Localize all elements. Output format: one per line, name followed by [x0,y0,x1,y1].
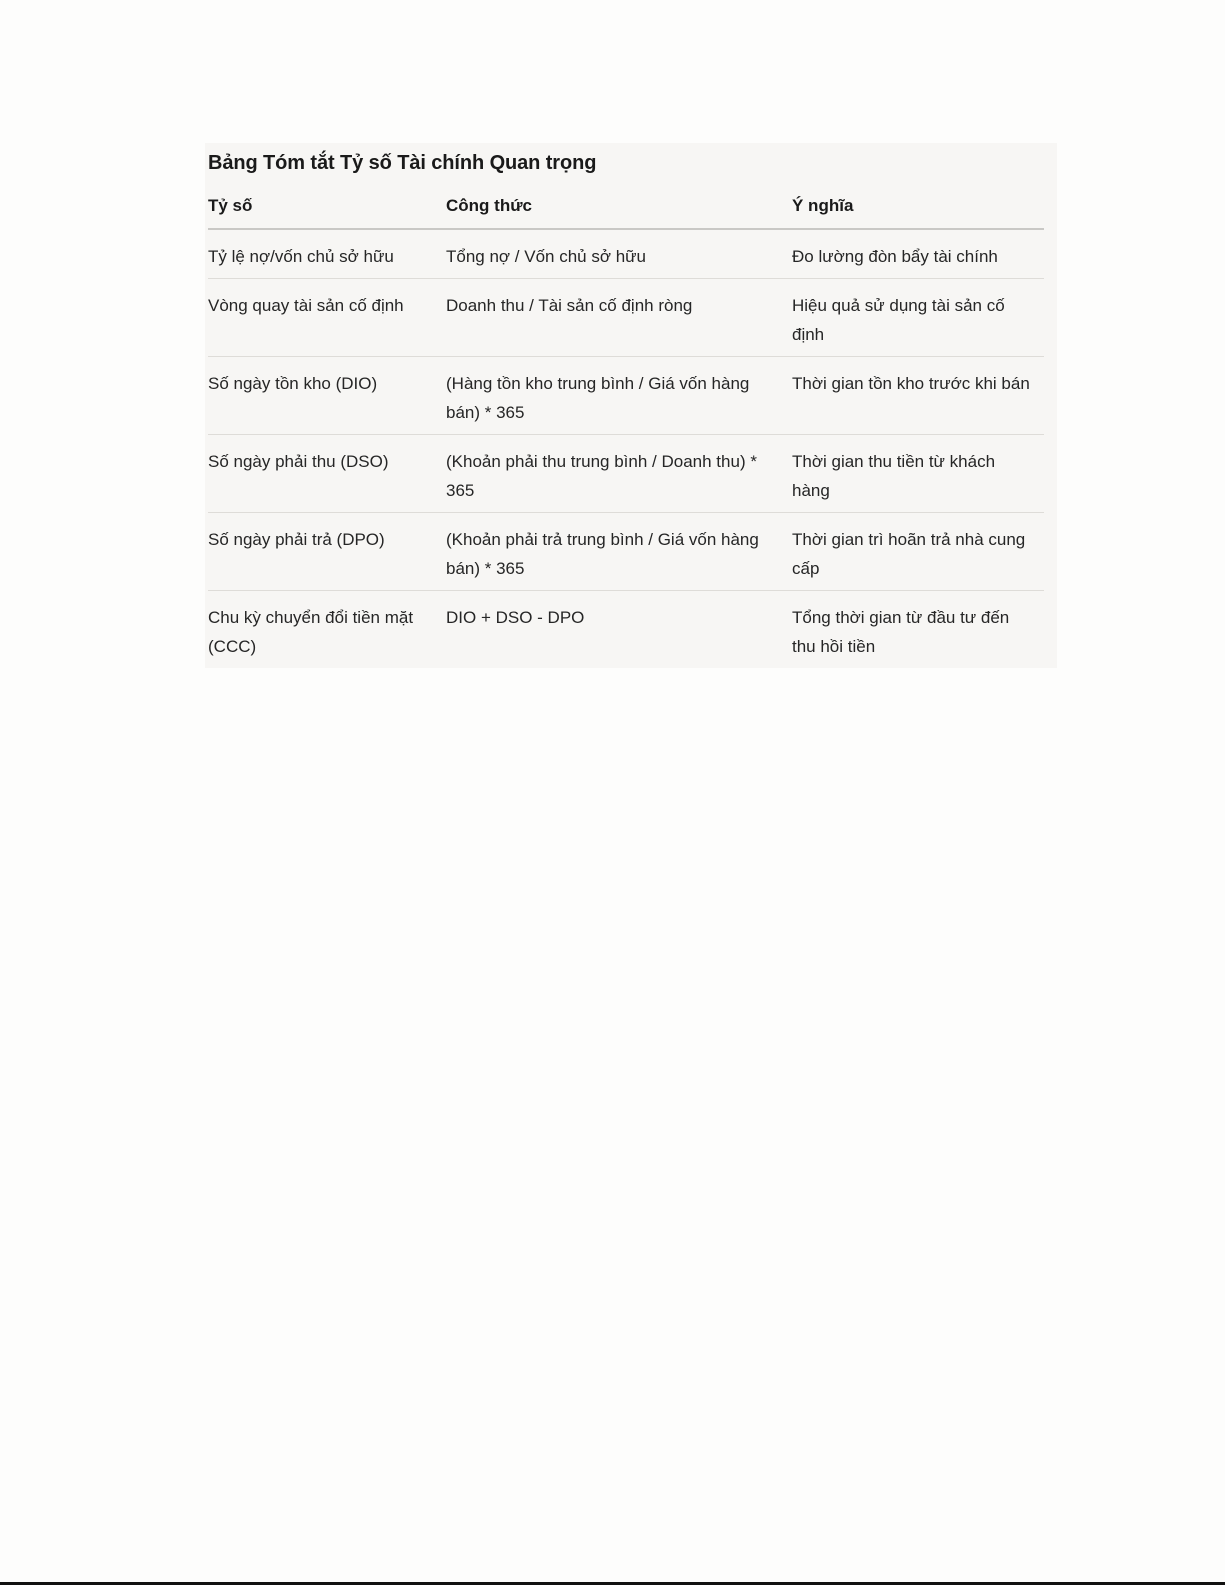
ratio-cell: Số ngày phải thu (DSO) [208,434,446,512]
table-row [208,434,1044,512]
meaning-cell: Đo lường đòn bẩy tài chính [792,229,1044,278]
header-formula: Công thức [446,183,792,229]
meaning-cell: Thời gian trì hoãn trả nhà cung cấp [792,512,1044,590]
formula-cell: (Hàng tồn kho trung bình / Giá vốn hàng bán) * 365 [446,356,792,434]
formula-cell: DIO + DSO - DPO [446,607,585,627]
table-header-row [208,183,1044,229]
table-row [208,356,1044,434]
formula-cell: (Khoản phải trả trung bình / Giá vốn hàng bán) * 365 [446,512,792,590]
formula-cell: (Khoản phải thu trung bình / Doanh thu) * 365 [446,434,792,512]
table-row [208,590,1044,668]
formula-cell: Tổng nợ / Vốn chủ sở hữu [446,229,792,278]
header-meaning: Ý nghĩa [792,183,1044,229]
ratio-cell: Số ngày tồn kho (DIO) [208,356,446,434]
meaning-cell: Thời gian tồn kho trước khi bán [792,356,1044,434]
ratio-cell: Tỷ lệ nợ/vốn chủ sở hữu [208,229,446,278]
formula-cell: Doanh thu / Tài sản cố định ròng [446,278,792,356]
ratio-table [208,183,1044,668]
table-row [208,229,1044,278]
ratio-cell: Số ngày phải trả (DPO) [208,512,446,590]
table-row [208,512,1044,590]
meaning-cell: Thời gian thu tiền từ khách hàng [792,434,1044,512]
ratio-cell: Vòng quay tài sản cố định [208,278,446,356]
meaning-cell: Hiệu quả sử dụng tài sản cố định [792,278,1044,356]
meaning-cell: Tổng thời gian từ đầu tư đến thu hồi tiền [792,607,1010,656]
ratio-cell: Chu kỳ chuyển đổi tiền mặt (CCC) [208,607,414,656]
table-row [208,278,1044,356]
header-ratio: Tỷ số [208,183,446,229]
table-title: Bảng Tóm tắt Tỷ số Tài chính Quan trọng [208,152,597,174]
ratio-summary-panel [205,143,1057,668]
